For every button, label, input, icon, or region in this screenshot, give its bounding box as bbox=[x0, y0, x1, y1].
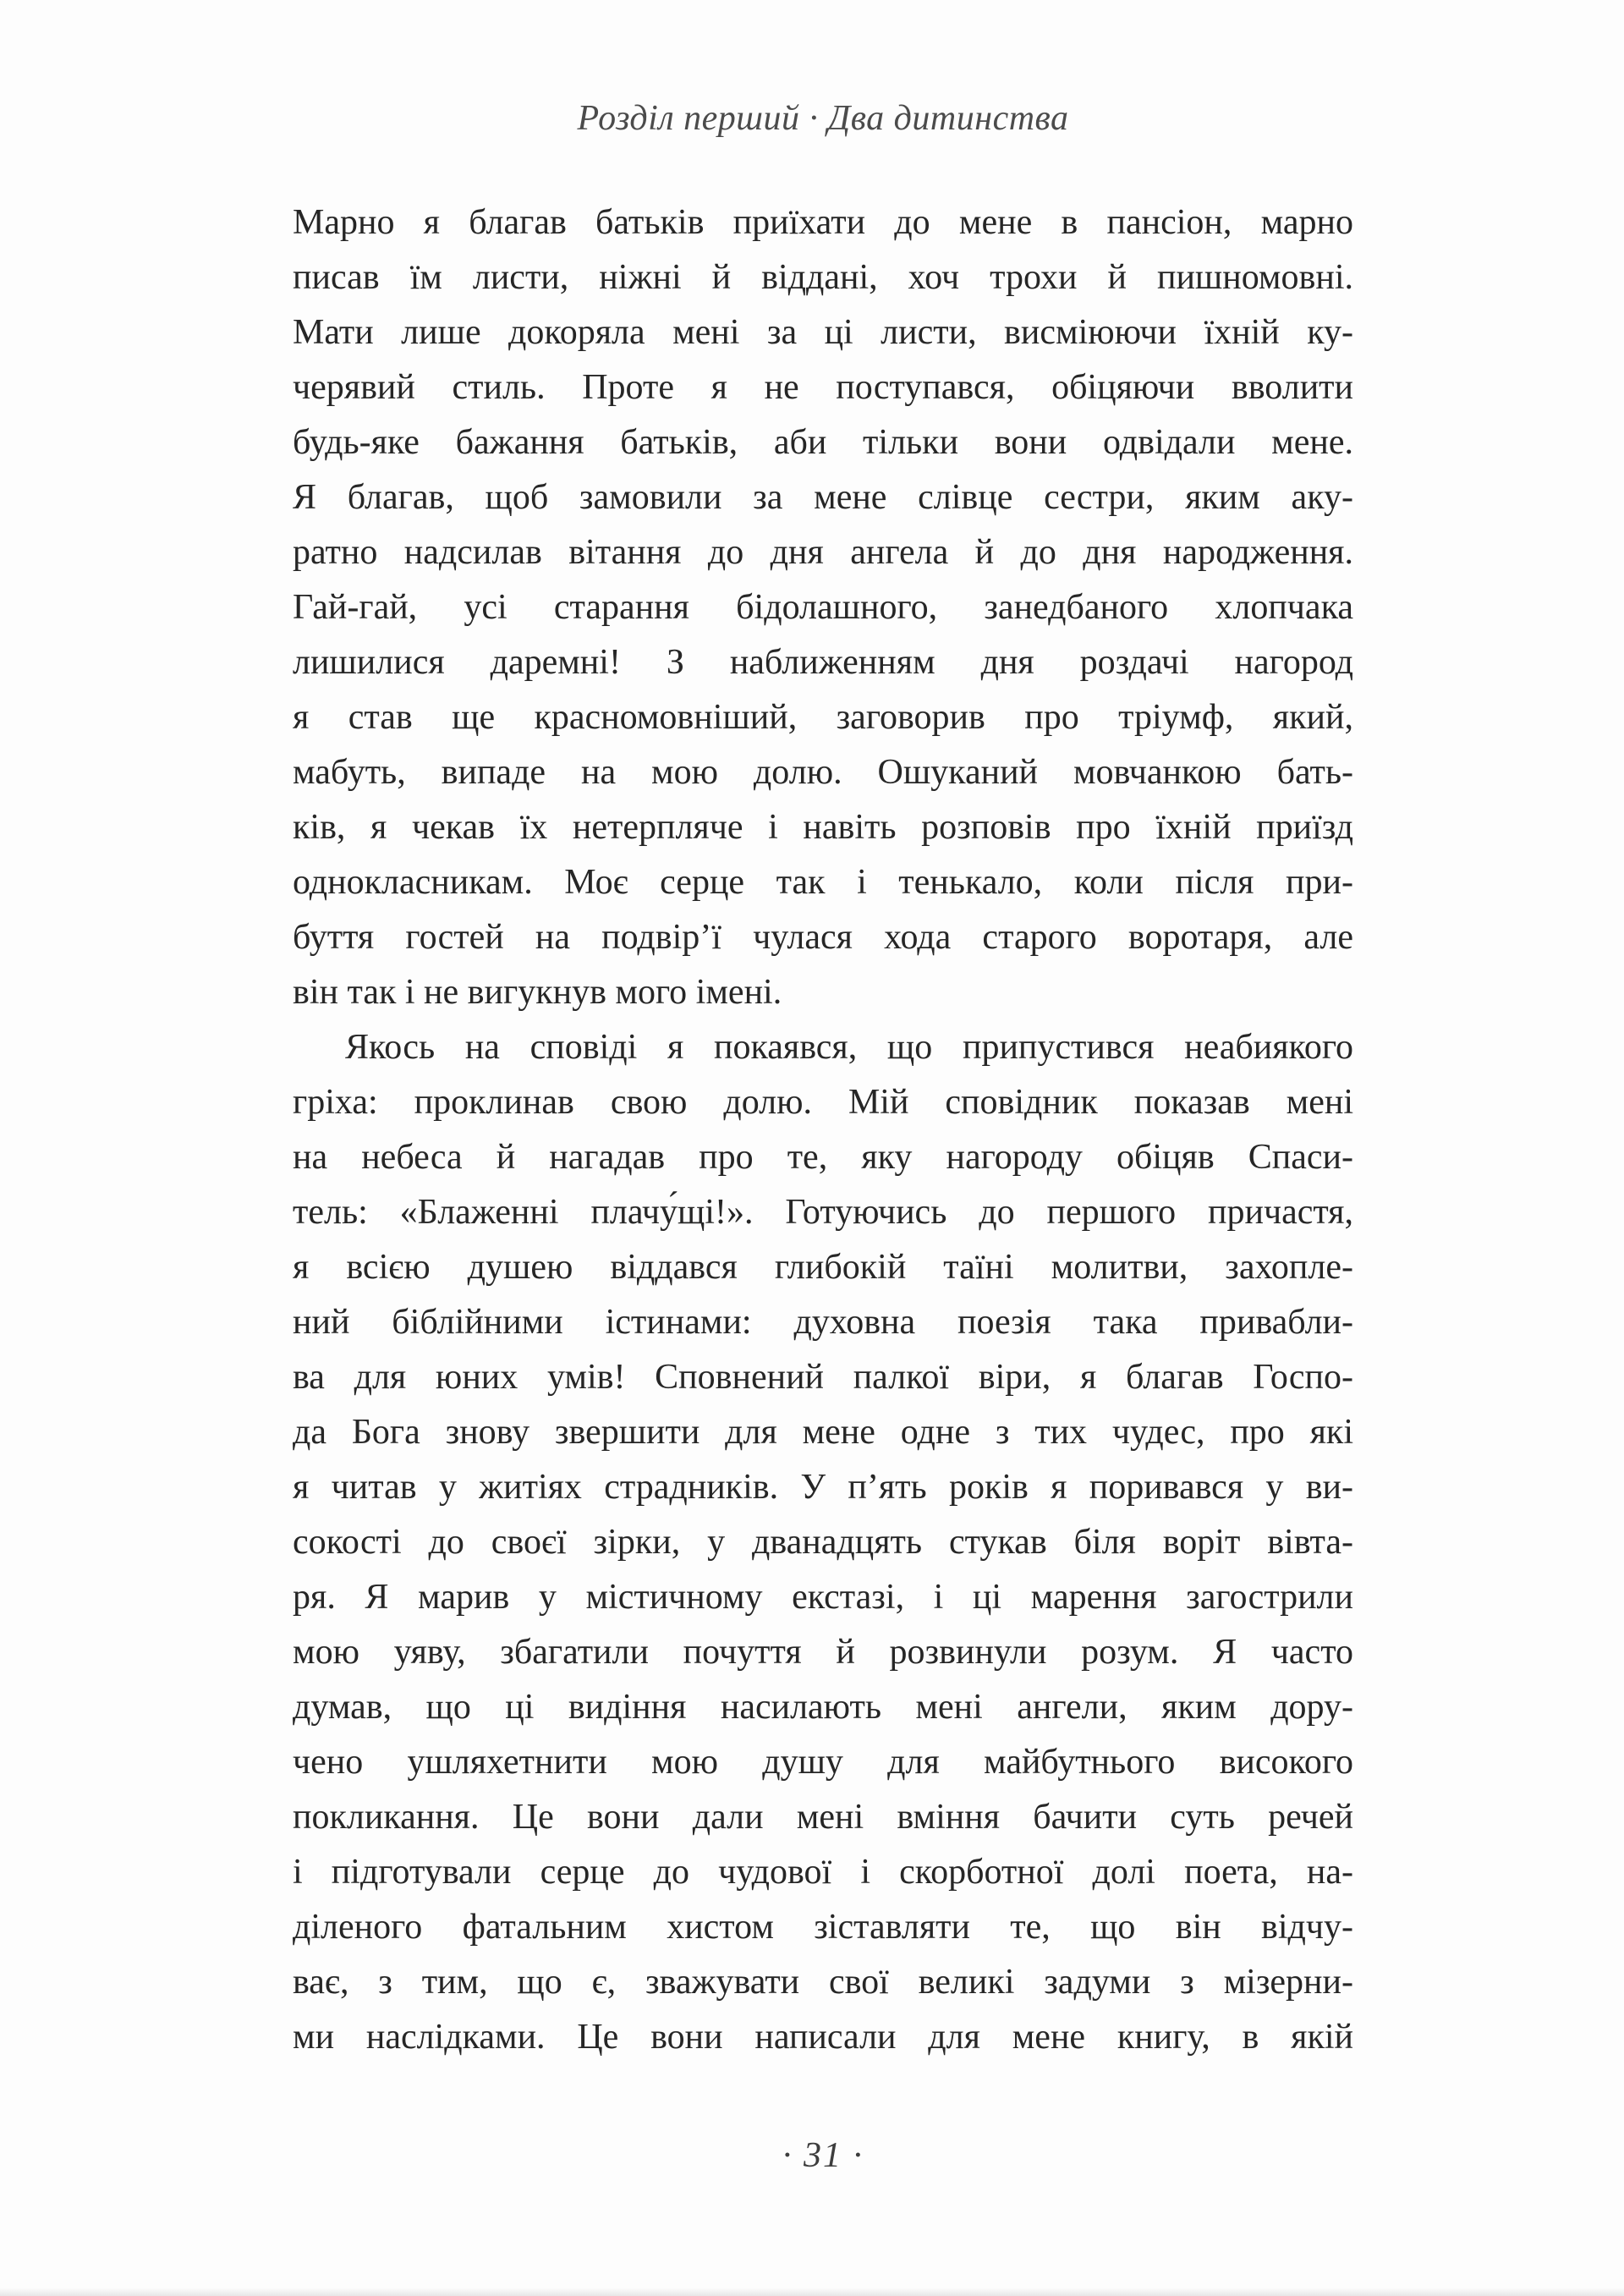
text-line: я всією душею віддався глибокій таїні молитви, захопле- bbox=[293, 1248, 1353, 1287]
text-line: тель: «Блаженні плачу́щі!». Готуючись до першого причастя, bbox=[293, 1193, 1353, 1232]
text-line: ря. Я марив у містичному екстазі, і ці марення загострили bbox=[293, 1578, 1353, 1617]
text-line: ває, з тим, що є, зважувати свої великі задуми з мізерни- bbox=[293, 1963, 1353, 2002]
text-line: і підготували серце до чудової і скорботної долі поета, на- bbox=[293, 1853, 1353, 1892]
text-line: Марно я благав батьків приїхати до мене в пансіон, марно bbox=[293, 203, 1353, 242]
text-line: однокласникам. Моє серце так і тенькало, коли після при- bbox=[293, 863, 1353, 902]
text-line: покликання. Це вони дали мені вміння бачити суть речей bbox=[293, 1798, 1353, 1837]
text-line: гріха: проклинав свою долю. Мій сповідник показав мені bbox=[293, 1083, 1353, 1122]
text-line: черявий стиль. Проте я не поступався, обіцяючи вволити bbox=[293, 368, 1353, 407]
text-line: я читав у житіях страдників. У п’ять років я поривався у ви- bbox=[293, 1468, 1353, 1507]
text-line: ків, я чекав їх нетерпляче і навіть розповів про їхній приїзд bbox=[293, 808, 1353, 847]
page-bottom-edge bbox=[0, 2288, 1624, 2296]
text-line: Гай-гай, усі старання бідолашного, занедбаного хлопчака bbox=[293, 588, 1353, 627]
text-line: писав їм листи, ніжні й віддані, хоч трохи й пишномовні. bbox=[293, 258, 1353, 297]
text-line: чено ушляхетнити мою душу для майбутнього високого bbox=[293, 1743, 1353, 1782]
text-line: буття гостей на подвір’ї чулася хода старого воротаря, але bbox=[293, 918, 1353, 957]
text-line: лишилися даремні! З наближенням дня роздачі нагород bbox=[293, 643, 1353, 682]
text-line: думав, що ці видіння насилають мені ангели, яким дору- bbox=[293, 1688, 1353, 1727]
text-line: да Бога знову звершити для мене одне з тих чудес, про які bbox=[293, 1413, 1353, 1452]
text-line: сокості до своєї зірки, у дванадцять стукав біля воріт вівта- bbox=[293, 1523, 1353, 1562]
text-line: я став ще красномовніший, заговорив про тріумф, який, bbox=[293, 698, 1353, 737]
text-line: ний біблійними істинами: духовна поезія така привабли- bbox=[293, 1303, 1353, 1342]
text-line: він так і не вигукнув мого імені. bbox=[293, 973, 782, 1012]
text-line: ратно надсилав вітання до дня ангела й до дня народження. bbox=[293, 533, 1353, 572]
text-line: Якось на сповіді я покаявся, що припустився неабиякого bbox=[345, 1028, 1353, 1067]
text-line: будь-яке бажання батьків, аби тільки вони одвідали мене. bbox=[293, 423, 1353, 462]
text-line: Я благав, щоб замовили за мене слівце сестри, яким аку- bbox=[293, 478, 1353, 517]
text-line: Мати лише докоряла мені за ці листи, висміюючи їхній ку- bbox=[293, 313, 1353, 352]
page-number: · 31 · bbox=[782, 2136, 864, 2175]
text-line: мабуть, випаде на мою долю. Ошуканий мовчанкою бать- bbox=[293, 753, 1353, 792]
body-text bbox=[293, 195, 1353, 2065]
text-line: на небеса й нагадав про те, яку нагороду обіцяв Спаси- bbox=[293, 1138, 1353, 1177]
text-line: мою уяву, збагатили почуття й розвинули розум. Я часто bbox=[293, 1633, 1353, 1672]
running-header: Розділ перший · Два дитинства bbox=[577, 99, 1069, 138]
text-line: діленого фатальним хистом зіставляти те, що він відчу- bbox=[293, 1908, 1353, 1947]
text-line: ва для юних умів! Сповнений палкої віри, я благав Госпо- bbox=[293, 1358, 1353, 1397]
text-line: ми наслідками. Це вони написали для мене книгу, в якій bbox=[293, 2018, 1353, 2057]
